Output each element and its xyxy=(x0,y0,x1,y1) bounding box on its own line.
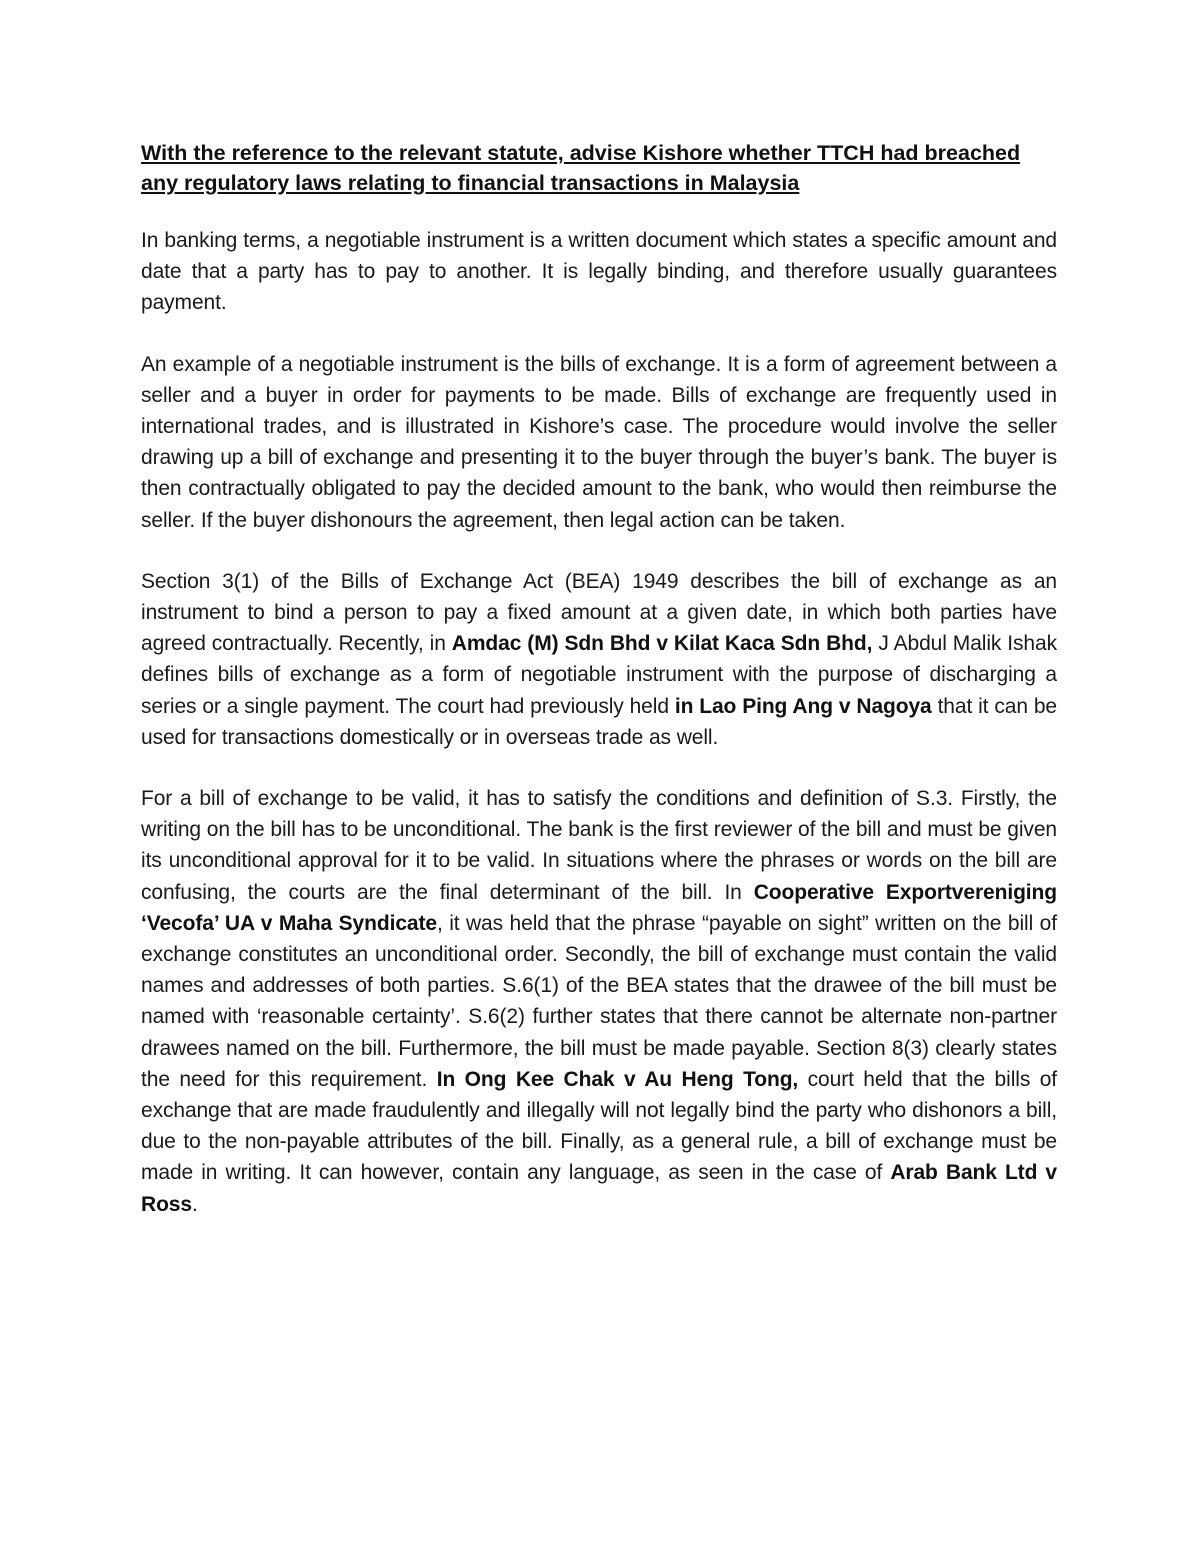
case-citation: in Lao Ping Ang v Nagoya xyxy=(674,694,932,718)
case-citation: In Ong Kee Chak v Au Heng Tong, xyxy=(436,1067,799,1091)
paragraph-text: Section 3(1) of the Bills of Exchange Act (BEA) 1949 describes the bill of exchange as an instrument to bind a person to pay a fixed amount at a given date, in which both parties have agreed contractually. Recently, in xyxy=(141,569,1057,656)
paragraph-text: For a bill of exchange to be valid, it has to satisfy the conditions and definition of S.3. Firstly, the writing on the bill has to be unconditional. The bank is the first reviewer of the bill and must be given its unconditional approval for it to be valid. In situations where the phrases or words on the bill are confusing, the courts are the final determinant of the bill. In xyxy=(141,787,1057,904)
paragraph-text: that it can be used for transactions domestically or in overseas trade as well. xyxy=(141,694,1057,749)
paragraph-bills-of-exchange xyxy=(141,349,1057,536)
paragraph-text: In banking terms, a negotiable instrument is a written document which states a specific amount and date that a party has to pay to another. It is legally binding, and therefore usually guarantees payment. xyxy=(141,229,1057,315)
paragraph-section-3 xyxy=(141,566,1057,753)
paragraph-text: court held that the bills of exchange that are made fraudulently and illegally will not legally bind the party who dishonors a bill, due to the non-payable attributes of the bill. Finally, as a general rule, a bill of exchange must be made in writing. It can however, contain any language, as seen in the case of xyxy=(141,1067,1058,1185)
case-citation: Amdac (M) Sdn Bhd v Kilat Kaca Sdn Bhd, xyxy=(451,632,873,656)
paragraph-text: , it was held that the phrase “payable on sight” written on the bill of exchange constitutes an unconditional order. Secondly, the bill of exchange must contain the valid names and addresses of both parties. S.6(1) of the BEA states that the drawee of the bill must be named with ‘reasonable certainty’. S.6(2) further states that there cannot be alternate non-partner drawees named on the bill. Furthermore, the bill must be made payable. Section 8(3) clearly states the need for this requirement. xyxy=(141,911,1057,1091)
case-citation: Arab Bank Ltd v Ross xyxy=(141,1161,1057,1216)
paragraph-text: J Abdul Malik Ishak defines bills of exchange as a form of negotiable instrument with the purpose of discharging a series or a single payment. The court had previously held xyxy=(141,632,1057,718)
paragraph-negotiable-instrument xyxy=(141,225,1057,319)
case-citation: Cooperative Exportvereniging ‘Vecofa’ UA v Maha Syndicate xyxy=(141,880,1057,935)
document-page xyxy=(141,138,1057,1250)
paragraph-text: An example of a negotiable instrument is the bills of exchange. It is a form of agreement between a seller and a buyer in order for payments to be made. Bills of exchange are frequently used in international trades, and is illustrated in Kishore’s case. The procedure would involve the seller drawing up a bill of exchange and presenting it to the buyer through the buyer’s bank. The buyer is then contractually obligated to pay the decided amount to the bank, who would then reimburse the seller. If the buyer dishonours the agreement, then legal action can be taken. xyxy=(141,352,1057,532)
paragraph-text: . xyxy=(191,1192,198,1216)
document-heading: With the reference to the relevant statute, advise Kishore whether TTCH had breached any regulatory laws relating to financial transactions in Malaysia xyxy=(141,141,1021,195)
paragraph-validity-conditions xyxy=(141,783,1057,1220)
